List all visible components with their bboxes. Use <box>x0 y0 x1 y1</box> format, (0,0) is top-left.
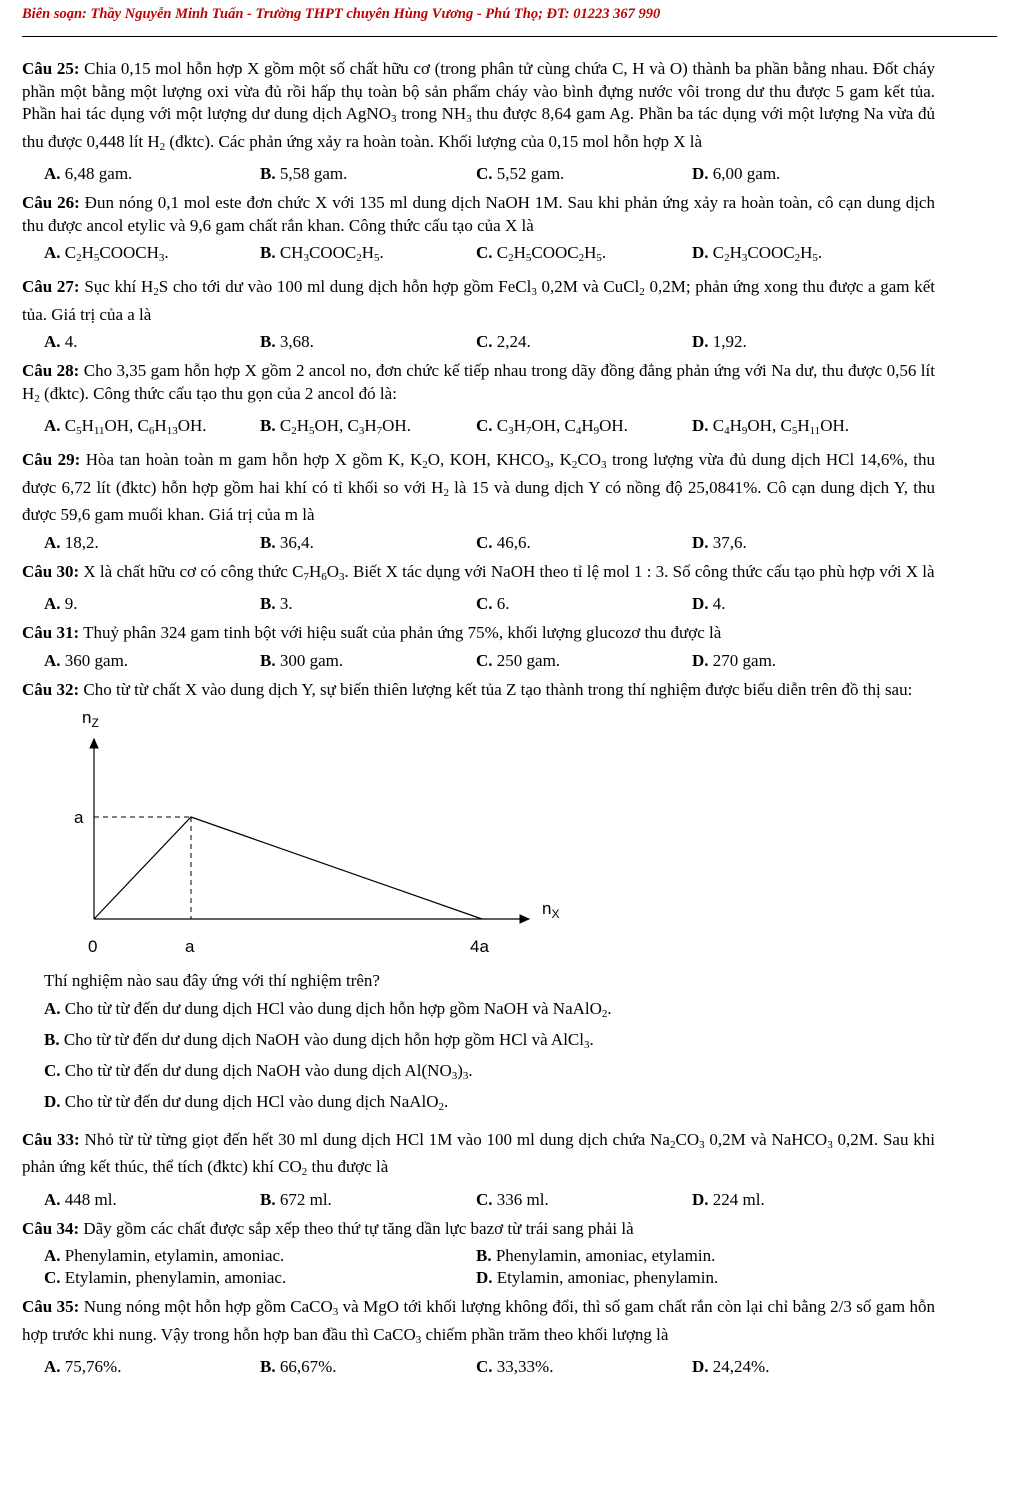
answer-option: C. 5,52 gam. <box>476 164 565 183</box>
question-label: Câu 31: <box>22 623 80 642</box>
answer-option: A. 18,2. <box>44 532 99 552</box>
answer-option: B. $CH_3COOC_2H_5$. <box>260 243 384 264</box>
question-33: Câu 33: Nhỏ từ từ từng giọt đến hết 30 ml dung dịch HCl 1M vào 100 ml dung dịch chứa $Na_2CO_3$ 0,2M và NaHCO$_3$ 0,2M. Sau khi phản ứng kết thúc, thể tích (đktc) khí $CO_2$ thu được là <box>22 1129 935 1178</box>
answer-option: C. $C_3H_7OH$, $C_4H_9OH$. <box>476 416 628 437</box>
question-35: Câu 35: Nung nóng một hỗn hợp gồm CaCO$_3$ và MgO tới khối lượng không đổi, thì số gam chất rắn còn lại chỉ bằng 2/3 số gam hỗn hợp trước khi nung. Vậy trong hỗn hợp ban đầu thì CaCO$_3$ chiếm phần trăm theo khối lượng là <box>22 1297 936 1346</box>
question-30: Câu 30: X là chất hữu cơ có công thức $C_7H_6O_3$. Biết X tác dụng với NaOH theo tỉ lệ mol 1 : 3. Số công thức cấu tạo phù hợp với X là <box>22 561 935 583</box>
answer-option: C. 2,24. <box>476 332 531 351</box>
question-label: Câu 34: <box>22 1218 80 1238</box>
answer-option: D. $C_2H_3COOC_2H_5$. <box>692 243 823 264</box>
answer-option: B. $C_2H_5OH$, $C_3H_7OH$. <box>260 416 411 437</box>
answer-option: A. 360 gam. <box>44 650 129 670</box>
answer-option: D. Etylamin, amoniac, phenylamin. <box>476 1268 719 1287</box>
answer-options <box>22 532 935 554</box>
answer-options <box>22 1356 935 1378</box>
answer-option: C. $C_2H_5COOC_2H_5$. <box>476 243 607 264</box>
x-tick-a: a <box>185 937 195 956</box>
question-31: Câu 31: Thuỷ phân 324 gam tinh bột với hiệu suất của phản ứng 75%, khối lượng glucozơ thu được là <box>22 623 722 642</box>
y-tick-a: a <box>74 808 84 827</box>
answer-option: A. 75,76%. <box>44 1357 122 1376</box>
question-label: Câu 28: <box>22 361 80 380</box>
answer-option: D. 1,92. <box>692 332 747 351</box>
answer-option: B. 3. <box>260 594 293 613</box>
answer-option: A. 9. <box>44 594 78 613</box>
answer-option: B. 66,67%. <box>260 1357 337 1376</box>
answer-option: D. 270 gam. <box>692 650 777 670</box>
answer-options <box>22 242 935 269</box>
answer-options <box>22 1189 935 1211</box>
question-list <box>22 58 935 1385</box>
answer-option: D. 37,6. <box>692 532 747 552</box>
question-label: Câu 26: <box>22 193 80 212</box>
answer-options <box>22 593 935 615</box>
question-29: Câu 29: Hòa tan hoàn toàn m gam hỗn hợp X gồm K, $K_2O$, KOH, $KHCO_3$, $K_2CO_3$ trong lượng vừa đủ dung dịch HCl 14,6%, thu được 6,72 lít (đktc) hỗn hợp gồm hai khí có tỉ khối so với $H_2$ là 15 và dung dịch Y có nồng độ 25,0841%. Cô cạn dung dịch Y, thu được 59,6 gam muối khan. Giá trị của m là <box>22 450 935 524</box>
answer-option: B. 672 ml. <box>260 1189 332 1209</box>
answer-option: C. 33,33%. <box>476 1357 554 1376</box>
question-32: Câu 32: Cho từ từ chất X vào dung dịch Y, sự biến thiên lượng kết tủa Z tạo thành trong thí nghiệm được biểu diễn trên đồ thị sau: <box>22 679 913 699</box>
y-axis-label: $n_Z$ <box>82 709 99 730</box>
answer-option: D. $C_4H_9OH$, $C_5H_{11}OH$. <box>692 416 849 437</box>
answer-option: C. 46,6. <box>476 532 531 552</box>
series-line <box>94 817 482 919</box>
origin-label: 0 <box>88 937 98 956</box>
chart-container <box>44 709 564 964</box>
answer-option: D. 4. <box>692 594 726 613</box>
answer-option: A. $C_5H_{11}OH$, $C_6H_{13}OH$. <box>44 416 207 437</box>
answer-option: B. 3,68. <box>260 332 314 351</box>
precipitate-graph <box>44 709 564 964</box>
x-axis-label: $n_X$ <box>542 899 560 921</box>
question-label: Câu 27: <box>22 277 80 296</box>
question-label: Câu 32: <box>22 679 80 699</box>
question-28: Câu 28: Cho 3,35 gam hỗn hợp X gồm 2 ancol no, đơn chức kế tiếp nhau trong dãy đồng đẳng phản ứng với Na dư, thu được 0,56 lít $H_2$ (đktc). Công thức cấu tạo thu gọn của 2 ancol đó là: <box>22 361 935 405</box>
answer-options <box>22 163 935 185</box>
answer-options <box>22 650 935 672</box>
answer-option: B. 5,58 gam. <box>260 164 348 183</box>
page-header: Biên soạn: Thầy Nguyễn Minh Tuấn - Trường THPT chuyên Hùng Vương - Phú Thọ; ĐT: 01223 367 990 <box>22 6 997 37</box>
answer-option: A. Phenylamin, etylamin, amoniac. <box>44 1246 285 1265</box>
answer-option: D. 224 ml. <box>692 1189 765 1209</box>
answer-options <box>22 331 935 353</box>
answer-option: A. $C_2H_5COOCH_3$. <box>44 243 169 264</box>
question-label: Câu 35: <box>22 1297 80 1316</box>
answer-option: C. 250 gam. <box>476 650 561 670</box>
answer-options <box>22 998 935 1122</box>
answer-option: C. 6. <box>476 594 510 613</box>
question-27: Câu 27: Sục khí $H_2S$ cho tới dư vào 100 ml dung dịch hỗn hợp gồm FeCl$_3$ 0,2M và CuCl$_2$ 0,2M; phản ứng xong thu được a gam kết tủa. Giá trị của a là <box>22 277 935 324</box>
question-label: Câu 30: <box>22 561 80 581</box>
answer-option: B. Phenylamin, amoniac, etylamin. <box>476 1246 716 1265</box>
question-label: Câu 29: <box>22 450 81 469</box>
answer-option: B. Cho từ từ đến dư dung dịch NaOH vào dung dịch hỗn hợp gồm HCl và AlCl$_3$. <box>44 1029 594 1051</box>
answer-option: B. 36,4. <box>260 532 314 552</box>
answer-option: B. 300 gam. <box>260 650 344 670</box>
answer-option: C. Etylamin, phenylamin, amoniac. <box>44 1268 287 1287</box>
question-prompt: Thí nghiệm nào sau đây ứng với thí nghiệm trên? <box>44 971 380 990</box>
answer-option: D. 24,24%. <box>692 1357 770 1376</box>
answer-options <box>22 415 935 442</box>
answer-option: A. Cho từ từ đến dư dung dịch HCl vào dung dịch hỗn hợp gồm NaOH và NaAlO$_2$. <box>44 998 612 1020</box>
answer-option: A. 4. <box>44 332 78 351</box>
x-tick-4a: 4a <box>470 937 489 956</box>
answer-option: C. Cho từ từ đến dư dung dịch NaOH vào dung dịch $Al(NO_3)_3$. <box>44 1060 473 1082</box>
question-25: Câu 25: Chia 0,15 mol hỗn hợp X gồm một số chất hữu cơ (trong phân tử cùng chứa C, H và O) thành ba phần bằng nhau. Đốt cháy phần một bằng một lượng oxi vừa đủ rồi hấp thụ toàn bộ sản phẩm cháy vào bình đựng nước vôi trong dư thu được 5 gam kết tủa. Phần hai tác dụng với một lượng dư dung dịch AgNO$_3$ trong $NH_3$ thu được 8,64 gam Ag. Phần ba tác dụng với một lượng Na vừa đủ thu được 0,448 lít $H_2$ (đktc). Các phản ứng xảy ra hoàn toàn. Khối lượng của 0,15 mol hỗn hợp X là <box>22 59 935 153</box>
question-label: Câu 33: <box>22 1129 80 1149</box>
answer-option: A. 6,48 gam. <box>44 164 133 183</box>
answer-option: C. 336 ml. <box>476 1189 549 1209</box>
answer-option: A. 448 ml. <box>44 1189 117 1209</box>
answer-options <box>22 1245 935 1289</box>
question-34: Câu 34: Dãy gồm các chất được sắp xếp theo thứ tự tăng dần lực bazơ từ trái sang phải là <box>22 1218 634 1238</box>
question-26: Câu 26: Đun nóng 0,1 mol este đơn chức X với 135 ml dung dịch NaOH 1M. Sau khi phản ứng xảy ra hoàn toàn, cô cạn dung dịch thu được ancol etylic và 9,6 gam chất rắn khan. Công thức cấu tạo của X là <box>22 193 935 235</box>
question-label: Câu 25: <box>22 59 80 78</box>
answer-option: D. Cho từ từ đến dư dung dịch HCl vào dung dịch NaAlO$_2$. <box>44 1091 449 1113</box>
answer-option: D. 6,00 gam. <box>692 164 781 183</box>
